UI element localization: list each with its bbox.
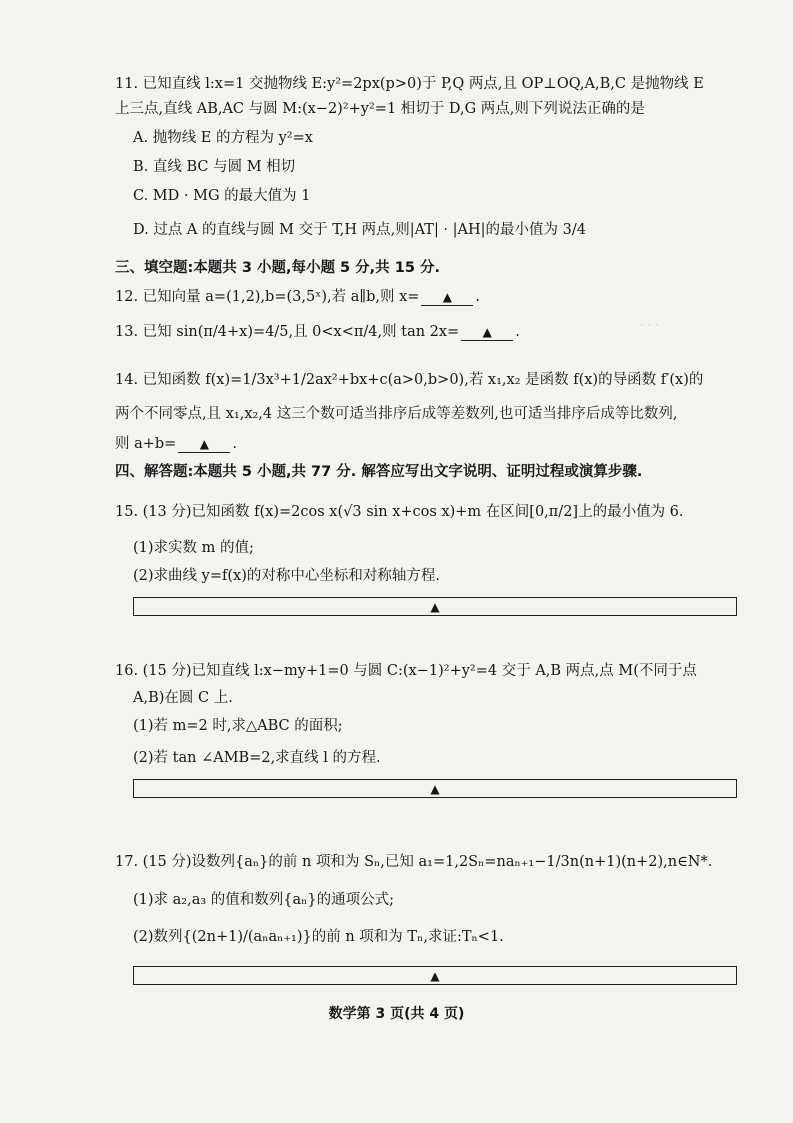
section-answer-heading: 四、解答题:本题共 5 小题,共 77 分. 解答应写出文字说明、证明过程或演算步骤.: [115, 464, 643, 480]
q14-stem-line3: [115, 434, 237, 454]
q17-part1: (1)求 a₂,a₃ 的值和数列{aₙ}的通项公式;: [133, 892, 395, 908]
q11-option-d: D. 过点 A 的直线与圆 M 交于 T,H 两点,则|AT| · |AH|的最小值为 3/4: [133, 222, 586, 238]
q16-answer-box[interactable]: [133, 779, 737, 798]
q11-option-b: B. 直线 BC 与圆 M 相切: [133, 159, 296, 175]
answer-marker: ▲: [482, 325, 492, 339]
q16-stem-line1: 16. (15 分)已知直线 l:x−my+1=0 与圆 C:(x−1)²+y²=4 交于 A,B 两点,点 M(不同于点: [115, 663, 697, 679]
q14-stem-line1: 14. 已知函数 f(x)=1/3x³+1/2ax²+bx+c(a>0,b>0),若 x₁,x₂ 是函数 f(x)的导函数 f′(x)的: [115, 372, 704, 388]
q13-answer-blank[interactable]: [461, 324, 513, 341]
q14-period: .: [232, 436, 237, 452]
q17-part2: (2)数列{(2n+1)/(aₙaₙ₊₁)}的前 n 项和为 Tₙ,求证:Tₙ<1.: [133, 929, 504, 945]
q14-stem-line2: 两个不同零点,且 x₁,x₂,4 这三个数可适当排序后成等差数列,也可适当排序后成等比数列,: [115, 406, 678, 422]
q11-option-a: A. 抛物线 E 的方程为 y²=x: [133, 130, 313, 146]
q12-period: .: [475, 289, 481, 305]
q17-answer-box[interactable]: [133, 966, 737, 985]
q14-answer-blank[interactable]: [178, 436, 230, 453]
q12-answer-blank[interactable]: [421, 289, 473, 306]
answer-marker: ▲: [199, 437, 209, 451]
answer-marker: ▲: [442, 290, 453, 304]
answer-marker: ▲: [430, 599, 440, 614]
q16-part2: (2)若 tan ∠AMB=2,求直线 l 的方程.: [133, 750, 381, 766]
answer-marker: ▲: [430, 781, 440, 796]
show-through-text: · · ·: [640, 318, 660, 332]
q15-answer-box[interactable]: [133, 597, 737, 616]
q11-stem-line1: 11. 已知直线 l:x=1 交抛物线 E:y²=2px(p>0)于 P,Q 两点,且 OP⊥OQ,A,B,C 是抛物线 E: [115, 76, 704, 92]
q15-part1: (1)求实数 m 的值;: [133, 540, 254, 556]
q13-text: 13. 已知 sin(π/4+x)=4/5,且 0<x<π/4,则 tan 2x=: [115, 324, 460, 340]
answer-marker: ▲: [430, 968, 440, 983]
q11-option-c: C. MD · MG 的最大值为 1: [133, 188, 311, 204]
q11-stem-line2: 上三点,直线 AB,AC 与圆 M:(x−2)²+y²=1 相切于 D,G 两点,则下列说法正确的是: [115, 101, 645, 117]
q15-part2: (2)求曲线 y=f(x)的对称中心坐标和对称轴方程.: [133, 568, 440, 584]
section-fill-in-heading: 三、填空题:本题共 3 小题,每小题 5 分,共 15 分.: [115, 260, 440, 276]
q13-period: .: [515, 324, 520, 340]
q17-stem: 17. (15 分)设数列{aₙ}的前 n 项和为 Sₙ,已知 a₁=1,2Sₙ=naₙ₊₁−1/3n(n+1)(n+2),n∈N*.: [115, 854, 713, 870]
q12-text: 12. 已知向量 a=(1,2),b=(3,5ˣ),若 a∥b,则 x=: [115, 289, 420, 305]
q16-stem-line2: A,B)在圆 C 上.: [133, 690, 233, 706]
q13-stem: [115, 322, 520, 342]
page-footer: 数学第 3 页(共 4 页): [328, 1006, 465, 1022]
q15-stem: 15. (13 分)已知函数 f(x)=2cos x(√3 sin x+cos x)+m 在区间[0,π/2]上的最小值为 6.: [115, 504, 684, 520]
q12-stem: [115, 287, 480, 307]
q14-text: 则 a+b=: [115, 436, 177, 452]
q16-part1: (1)若 m=2 时,求△ABC 的面积;: [133, 718, 343, 734]
